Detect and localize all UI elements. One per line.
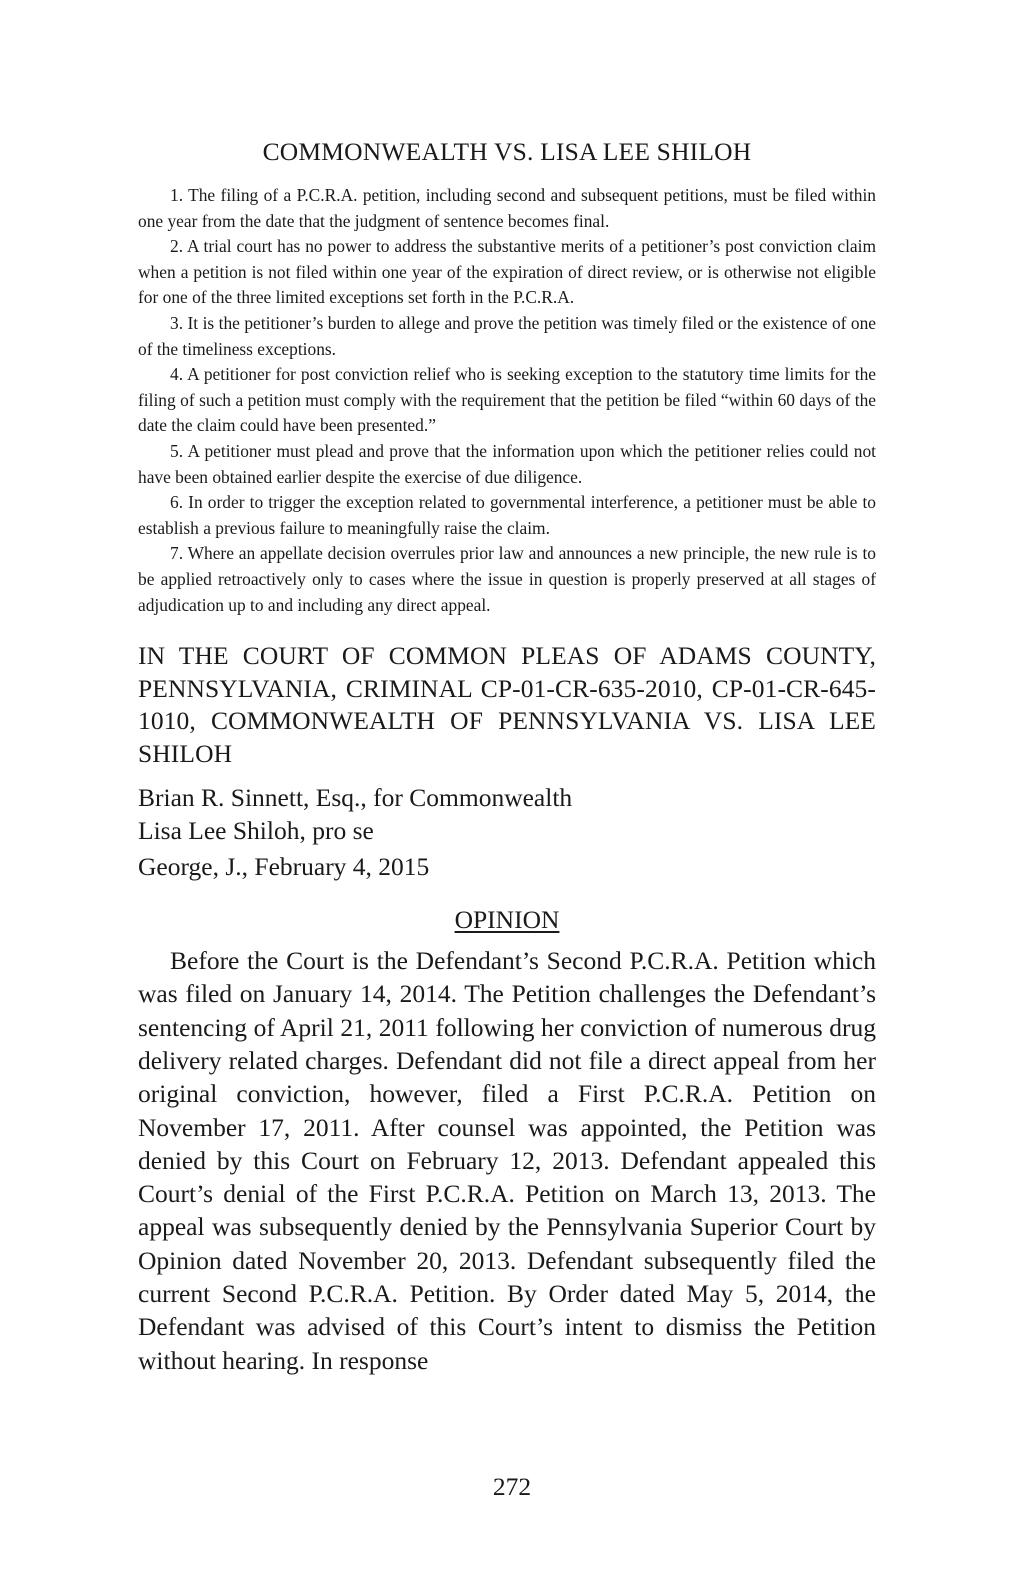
- judge-date-line: George, J., February 4, 2015: [138, 852, 430, 882]
- headnote-3: 3. It is the petitioner’s burden to allege and prove the petition was timely filed or the existence of one of the timeliness exceptions.: [138, 312, 876, 359]
- counsel-commonwealth: Brian R. Sinnett, Esq., for Commonwealth: [138, 783, 573, 813]
- opinion-heading: OPINION: [454, 904, 560, 934]
- headnote-1: 1. The filing of a P.C.R.A. petition, including second and subsequent petitions, must be filed within one year from the date that the judgment of sentence becomes final.: [138, 185, 876, 231]
- running-head: COMMONWEALTH VS. LISA LEE SHILOH: [262, 137, 752, 166]
- opinion-paragraph: Before the Court is the Defendant’s Second P.C.R.A. Petition which was filed on January 14, 2014. The Petition challenges the Defendant’s sentencing of April 21, 2011 following her conviction of numerous drug delivery related charges. Defendant did not file a direct appeal from her original conviction, however, filed a First P.C.R.A. Petition on November 17, 2011. After counsel was appointed, the Petition was denied by this Court on February 12, 2013. Defendant appealed this Court’s denial of the First P.C.R.A. Petition on March 13, 2013. The appeal was subsequently denied by the Pennsylvania Superior Court by Opinion dated November 20, 2013. Defendant subsequently filed the current Second P.C.R.A. Petition. By Order dated May 5, 2014, the Defendant was advised of this Court’s intent to dismiss the Petition without hearing. In response: [138, 946, 876, 1375]
- headnotes: [138, 183, 876, 618]
- page-content: [138, 135, 876, 1377]
- page-number: 272: [492, 1472, 532, 1501]
- headnote-7: 7. Where an appellate decision overrules prior law and announces a new principle, the new rule is to be applied retroactively only to cases where the issue in question is properly preserved at all stages of adjudication up to and including any direct appeal.: [138, 543, 876, 615]
- headnote-4: 4. A petitioner for post conviction relief who is seeking exception to the statutory time limits for the filing of such a petition must comply with the requirement that the petition be filed “within 60 days of the date the claim could have been presented.”: [138, 364, 876, 436]
- headnote-5: 5. A petitioner must plead and prove that the information upon which the petitioner relies could not have been obtained earlier despite the exercise of due diligence.: [138, 440, 876, 487]
- case-caption: IN THE COURT OF COMMON PLEAS OF ADAMS COUNTY, PENNSYLVANIA, CRIMINAL CP-01-CR-635-2010, CP-01-CR-645-1010, COMMONWEALTH OF PENNSYLVANIA VS. LISA LEE SHILOH: [138, 641, 876, 768]
- counsel-defendant: Lisa Lee Shiloh, pro se: [138, 815, 374, 845]
- headnote-2: 2. A trial court has no power to address the substantive merits of a petitioner’s post conviction claim when a petition is not filed within one year of the expiration of direct review, or is otherwise not eligible for one of the three limited exceptions set forth in the P.C.R.A.: [138, 236, 876, 308]
- headnote-6: 6. In order to trigger the exception related to governmental interference, a petitioner must be able to establish a previous failure to meaningfully raise the claim.: [138, 492, 876, 538]
